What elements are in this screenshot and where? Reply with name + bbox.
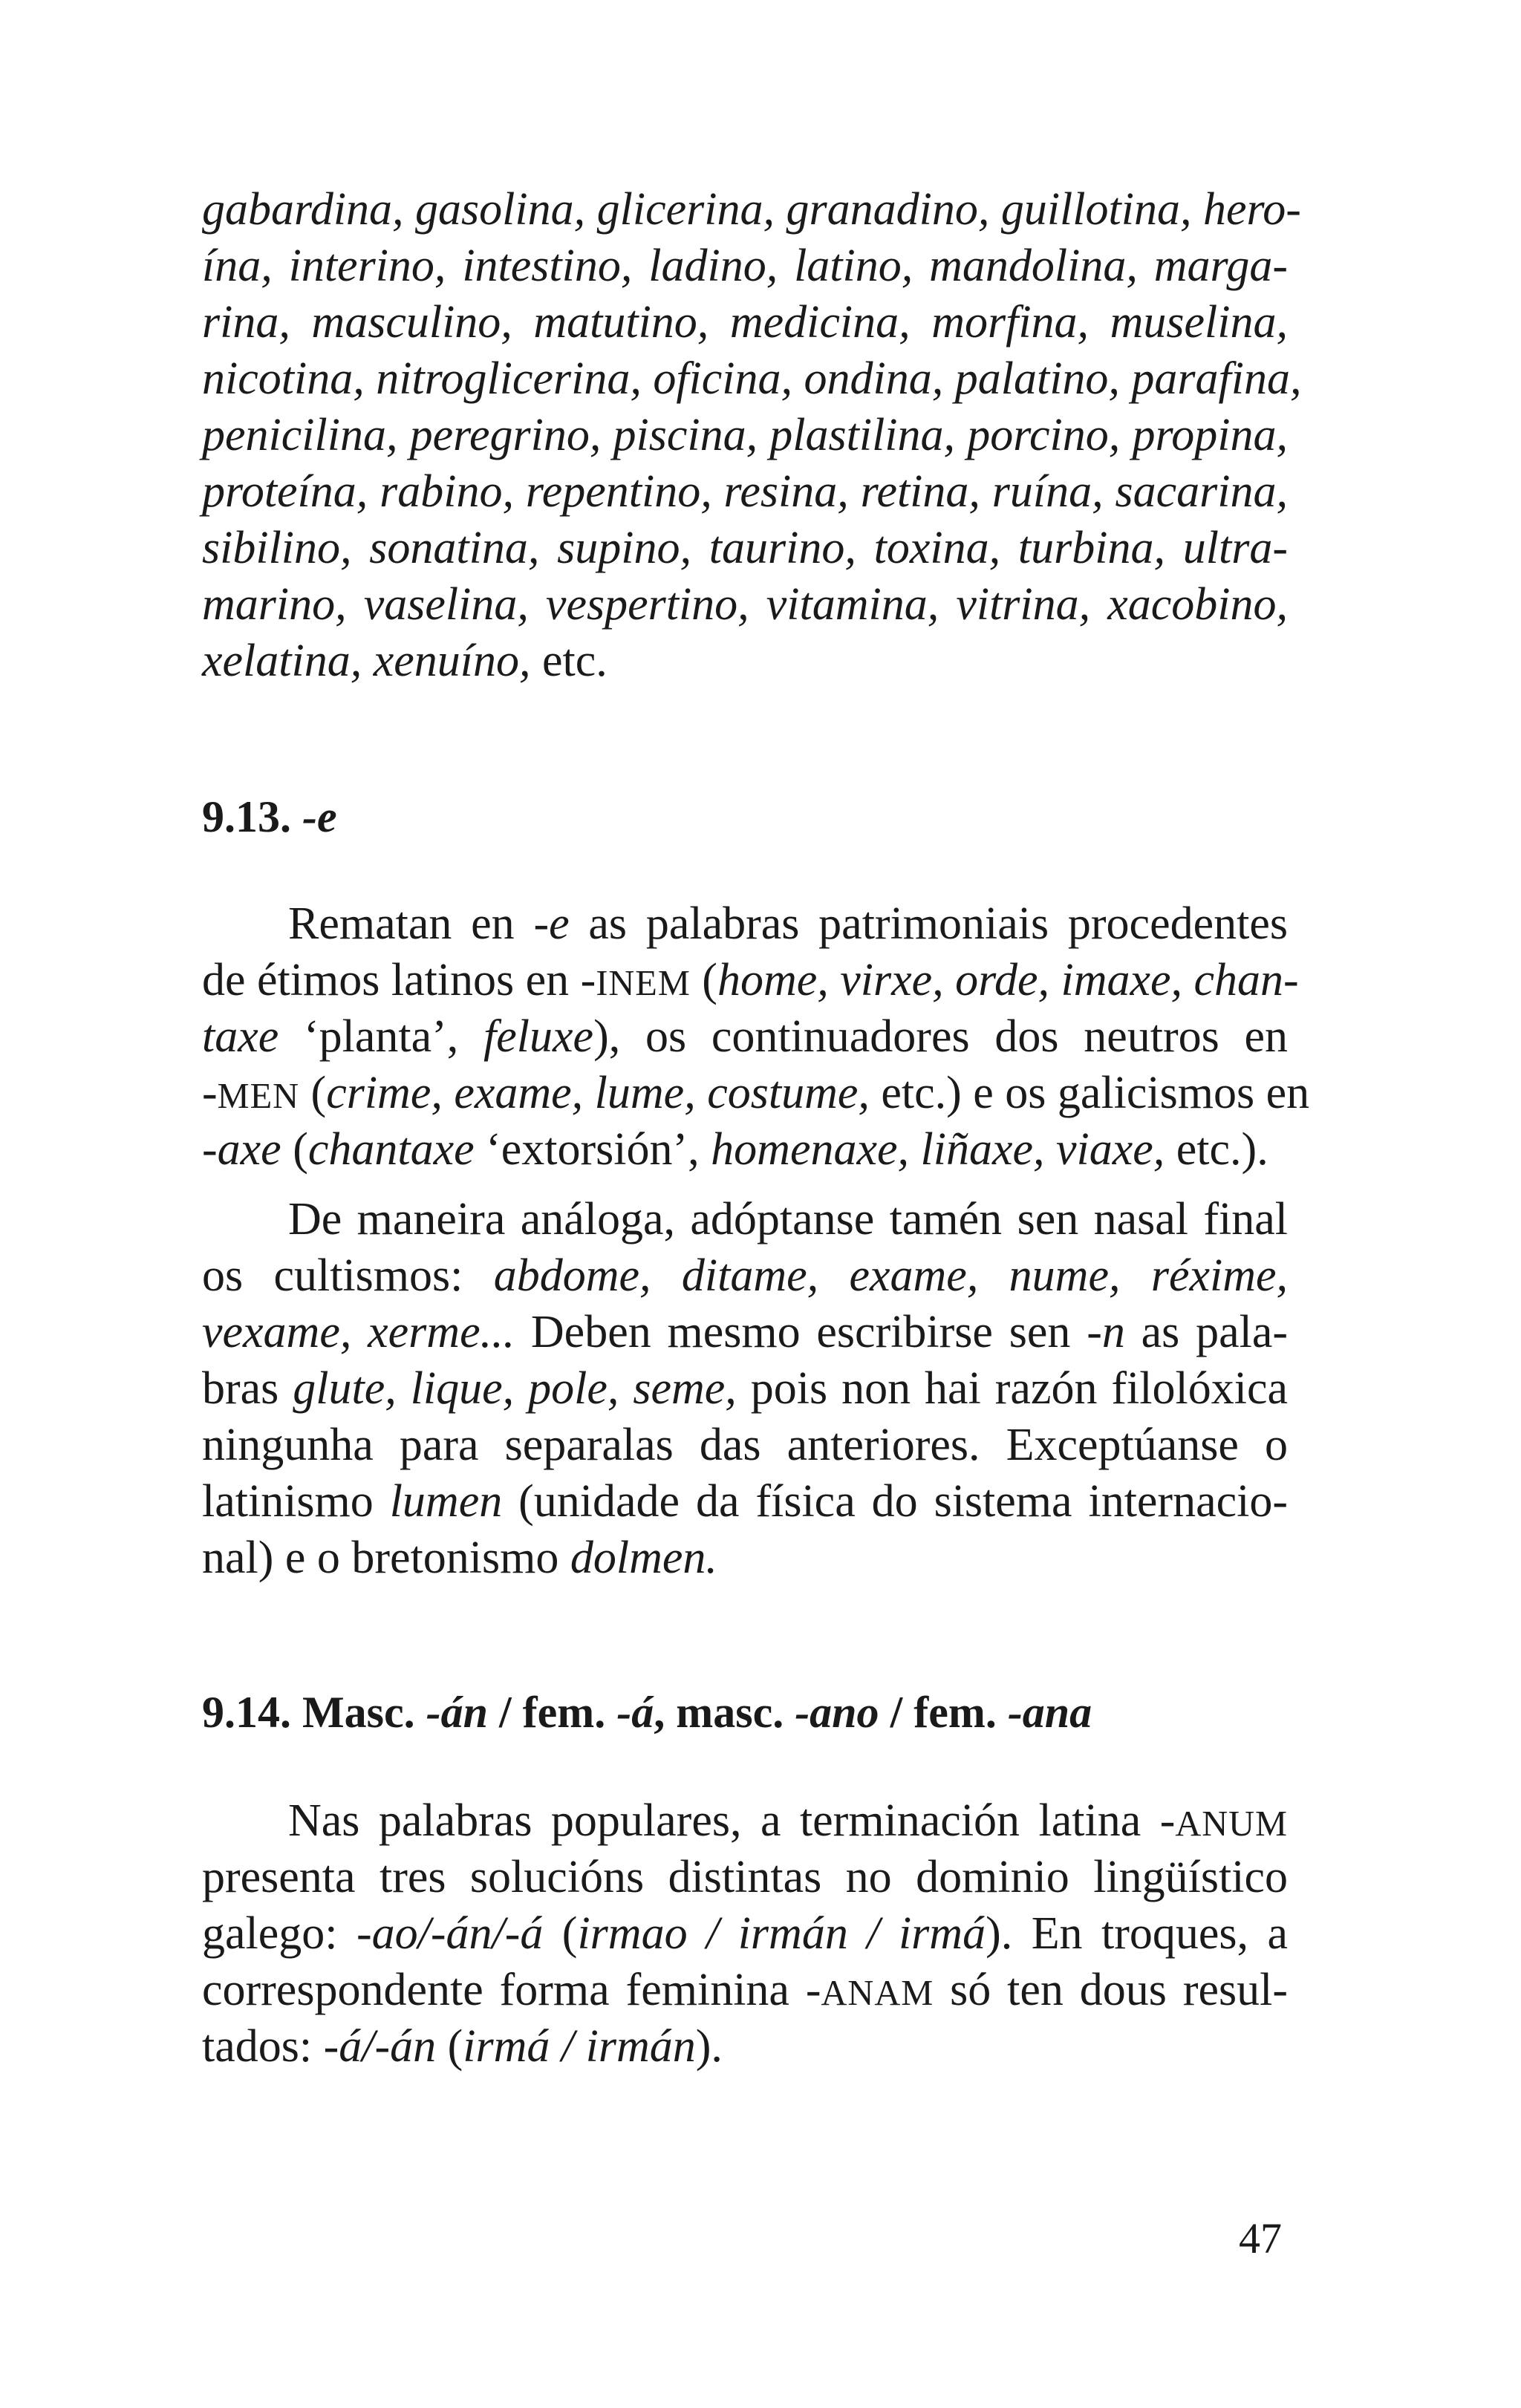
text-span: -ao/-án/-á <box>356 1908 544 1959</box>
text-span: -á/-án <box>323 2021 437 2072</box>
text-span: ( <box>543 1908 578 1959</box>
small-caps-span: MEN <box>217 1077 300 1116</box>
paragraph-line <box>202 1905 1288 1962</box>
text-span: tados: <box>202 2021 324 2072</box>
heading-suffix: -e <box>302 792 337 841</box>
text-span: latinismo <box>202 1476 390 1527</box>
text-span: pois non hai razón filolóxica <box>736 1363 1288 1414</box>
text-span: etc.) e os galicismos en <box>869 1068 1310 1118</box>
paragraph-line: De maneira análoga, adóptanse tamén sen nasal final <box>288 1194 1288 1244</box>
text-span: glute, lique, pole, seme, <box>293 1363 737 1414</box>
text-span: home, virxe, orde, imaxe, chan- <box>717 955 1299 1005</box>
paragraph-line <box>202 1962 1288 2018</box>
text-span: 9.14. Masc. <box>202 1688 426 1737</box>
text-span: / fem. <box>879 1688 1008 1737</box>
text-span: Rematan en <box>288 898 534 949</box>
text-span: irmao / irmán / irmá <box>577 1908 986 1959</box>
text-span: ( <box>299 1068 327 1118</box>
paragraph-9-13-2 <box>202 1191 1288 1586</box>
text-span: / fem. <box>487 1688 617 1737</box>
text-span: vexame, xerme... <box>202 1307 515 1357</box>
paragraph-line <box>202 952 1299 1008</box>
paragraph-line <box>202 2018 1288 2075</box>
word-list-etc: etc. <box>530 636 608 686</box>
text-span: (unidade da física do sistema internacio- <box>502 1476 1288 1527</box>
text-span: chantaxe <box>307 1124 475 1175</box>
paragraph-9-13-1 <box>202 895 1310 1178</box>
text-span: ( <box>436 2021 463 2072</box>
text-span: lumen <box>389 1476 503 1527</box>
word-list-line: marino, vaselina, vespertino, vitamina, vitrina, xacobino, <box>202 579 1288 630</box>
text-span: bras <box>202 1363 293 1414</box>
text-span: homenaxe, liñaxe, viaxe, <box>711 1124 1165 1175</box>
text-span: , masc. <box>654 1688 795 1737</box>
word-list-last-italic: xelatina, xenuíno, <box>202 636 531 686</box>
paragraph-line: ningunha para separalas das anteriores. Exceptúanse o <box>202 1420 1288 1470</box>
text-span: ). <box>695 2021 723 2072</box>
page-number: 47 <box>1239 2214 1282 2262</box>
paragraph-line <box>202 1121 1288 1178</box>
word-list-line: nicotina, nitroglicerina, oficina, ondina, palatino, parafina, <box>202 353 1302 404</box>
paragraph-line <box>202 1247 1288 1304</box>
text-span: os cultismos: <box>202 1250 494 1301</box>
word-list-last-line <box>202 633 1288 689</box>
paragraph-9-14 <box>202 1792 1288 2075</box>
text-span: ‘extorsión’, <box>474 1124 711 1175</box>
text-span: -n <box>1087 1307 1125 1357</box>
text-span: nal) e o bretonismo <box>202 1533 570 1583</box>
small-caps-span: INEM <box>596 964 691 1003</box>
text-span: ‘planta’, <box>279 1011 484 1062</box>
text-span: só ten dous resul- <box>934 1965 1289 2015</box>
text-span: -án <box>426 1688 488 1737</box>
word-list-line: ína, interino, intestino, ladino, latino, mandolina, marga- <box>202 241 1288 291</box>
text-span: feluxe <box>483 1011 594 1062</box>
section-heading-9-13 <box>202 789 337 845</box>
text-span: as palabras patrimoniais procedentes <box>569 898 1288 949</box>
word-list-line: gabardina, gasolina, glicerina, granadino, guillotina, hero- <box>202 184 1301 235</box>
word-list-line: sibilino, sonatina, supino, taurino, toxina, turbina, ultra- <box>202 523 1288 573</box>
text-span: -ana <box>1007 1688 1092 1737</box>
paragraph-line <box>202 1530 1288 1586</box>
word-list-line: proteína, rabino, repentino, resina, retina, ruína, sacarina, <box>202 466 1288 517</box>
heading-number: 9.13. <box>202 792 291 841</box>
paragraph-line <box>202 1065 1310 1121</box>
text-span: ), os continuadores dos neutros en <box>593 1011 1288 1062</box>
paragraph-line <box>202 895 1288 952</box>
text-span: -á <box>616 1688 654 1737</box>
text-span: etc.). <box>1165 1124 1268 1175</box>
text-span: dolmen. <box>570 1533 717 1583</box>
text-span: abdome, ditame, exame, nume, réxime, <box>493 1250 1289 1301</box>
text-span: galego: <box>202 1908 356 1959</box>
text-span: taxe <box>202 1011 279 1062</box>
text-span: ( <box>690 955 717 1005</box>
paragraph-line <box>202 1304 1288 1360</box>
text-span: de étimos latinos en - <box>202 955 596 1005</box>
text-span: -axe <box>202 1124 281 1175</box>
text-span: as pala- <box>1124 1307 1288 1357</box>
text-span: irmá / irmán <box>463 2021 696 2072</box>
paragraph-line: presenta tres solucións distintas no dominio lingüístico <box>202 1852 1288 1902</box>
text-span: -ano <box>795 1688 879 1737</box>
word-list-line: rina, masculino, matutino, medicina, morfina, muselina, <box>202 297 1288 348</box>
text-span: Nas palabras populares, a terminación latina - <box>288 1795 1176 1846</box>
small-caps-span: ANAM <box>821 1974 934 2013</box>
paragraph-line <box>202 1360 1288 1417</box>
word-list-line: penicilina, peregrino, piscina, plastilina, porcino, propina, <box>202 410 1288 460</box>
text-span: Deben mesmo escribirse sen <box>515 1307 1087 1357</box>
paragraph-line <box>202 1008 1288 1065</box>
section-heading-9-14 <box>202 1684 1092 1740</box>
paragraph-line <box>202 1473 1288 1530</box>
text-span: crime, exame, lume, costume, <box>326 1068 870 1118</box>
word-list-paragraph <box>202 181 1302 689</box>
text-span: ( <box>281 1124 308 1175</box>
text-span: - <box>202 1068 218 1118</box>
small-caps-span: ANUM <box>1175 1804 1288 1844</box>
paragraph-line <box>202 1792 1288 1849</box>
text-span: ). En troques, a <box>986 1908 1288 1959</box>
text-span: correspondente forma feminina - <box>202 1965 821 2015</box>
text-span: -e <box>533 898 570 949</box>
